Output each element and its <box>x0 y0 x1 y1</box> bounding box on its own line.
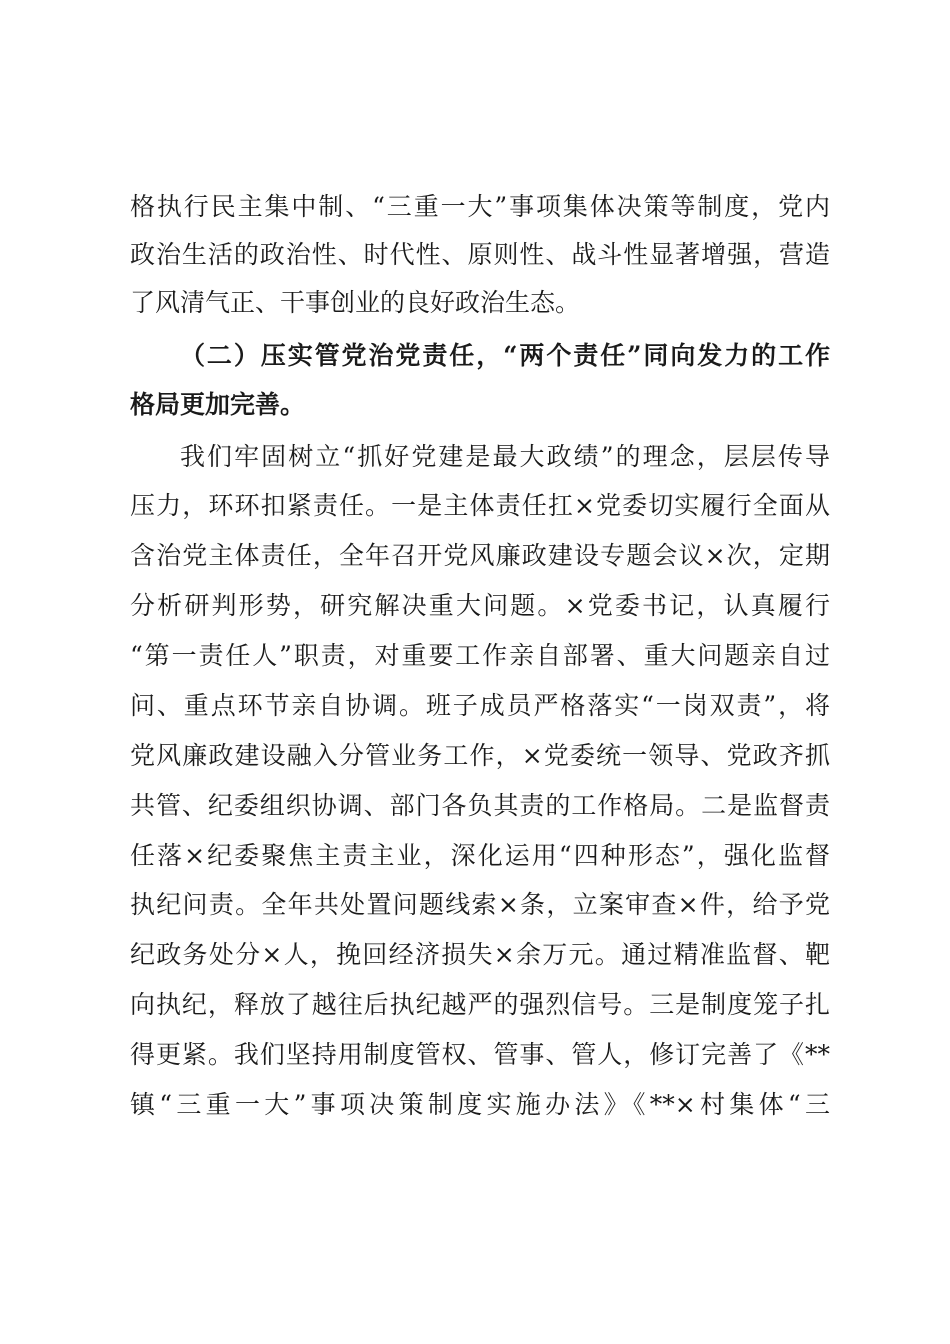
para2-line-1: 我们牢固树立“抓好党建是最大政绩”的理念，层层传导 <box>180 442 830 471</box>
para2-line-8: 共管、纪委组织协调、部门各负其责的工作格局。二是监督责 <box>130 791 830 820</box>
para2-line-11: 纪政务处分×人，挽回经济损失×余万元。通过精准监督、靶 <box>130 940 830 969</box>
para1-line-3: 了风清气正、干事创业的良好政治生态。 <box>130 288 581 317</box>
para2-line-5: “第一责任人”职责，对重要工作亲自部署、重大问题亲自过 <box>130 641 830 670</box>
para2-line-2: 压力，环环扣紧责任。一是主体责任扛×党委切实履行全面从 <box>130 491 830 520</box>
para2-line-4: 分析研判形势，研究解决重大问题。×党委书记，认真履行 <box>130 591 830 620</box>
para2-line-7: 党风廉政建设融入分管业务工作，×党委统一领导、党政齐抓 <box>130 741 830 770</box>
para1-line-2: 政治生活的政治性、时代性、原则性、战斗性显著增强，营造 <box>130 240 830 269</box>
section-heading-line-2: 格局更加完善。 <box>130 390 306 419</box>
para2-line-12: 向执纪，释放了越往后执纪越严的强烈信号。三是制度笼子扎 <box>130 990 830 1019</box>
para2-line-10: 执纪问责。全年共处置问题线索×条，立案审查×件，给予党 <box>130 890 830 919</box>
para1-line-1: 格执行民主集中制、“三重一大”事项集体决策等制度，党内 <box>130 192 830 221</box>
section-heading-line-1: （二）压实管党治党责任，“两个责任”同向发力的工作 <box>180 341 830 370</box>
para2-line-9: 任落×纪委聚焦主责主业，深化运用“四种形态”，强化监督 <box>130 841 830 870</box>
para2-line-14: 镇“三重一大”事项决策制度实施办法》《**×村集体“三 <box>130 1090 830 1119</box>
para2-line-3: 含治党主体责任，全年召开党风廉政建设专题会议×次，定期 <box>130 541 830 570</box>
para2-line-6: 问、重点环节亲自协调。班子成员严格落实“一岗双责”，将 <box>130 691 830 720</box>
para2-line-13: 得更紧。我们坚持用制度管权、管事、管人，修订完善了《** <box>130 1040 830 1069</box>
